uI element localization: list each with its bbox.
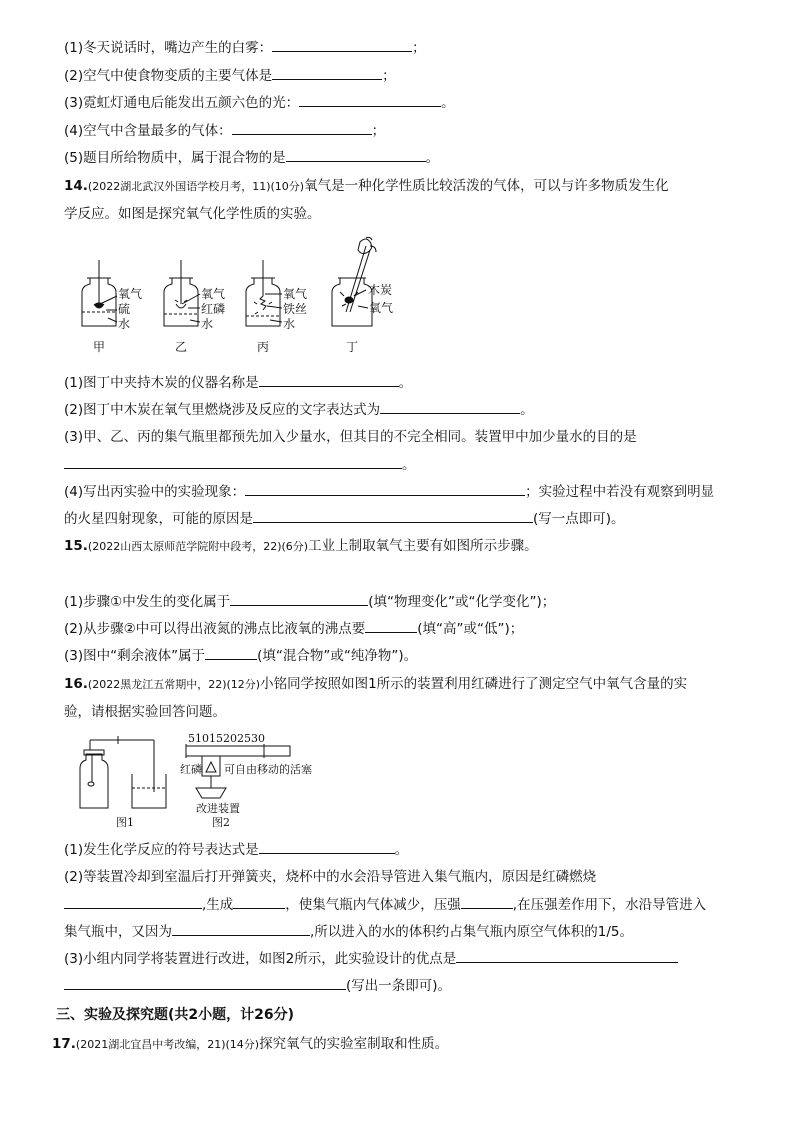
punctuation: 。	[394, 842, 409, 858]
question-source: (2022湖北武汉外国语学校月考，11)(10分)	[87, 180, 305, 193]
q15-stem	[64, 537, 538, 556]
punctuation: 。	[425, 150, 440, 166]
question-text: (写一点即可)。	[533, 511, 625, 527]
answer-blank[interactable]	[64, 455, 402, 469]
question-line	[64, 148, 439, 167]
question-line	[64, 509, 625, 528]
jar-jia	[82, 260, 117, 326]
question-text: (1)图丁中夹持木炭的仪器名称是	[64, 375, 259, 391]
question-line	[64, 121, 385, 140]
question-number: 15.	[64, 538, 88, 554]
question-text: (4)空气中含量最多的气体：	[64, 123, 232, 139]
caption-yi: 乙	[175, 340, 188, 354]
question-text: (5)题目所给物质中，属于混合物的是	[64, 150, 286, 166]
question-text: ,所以进入的水的体积约占集气瓶内原空气体积的1/5。	[310, 924, 634, 940]
answer-blank[interactable]	[233, 895, 285, 909]
answer-blank[interactable]	[272, 66, 382, 80]
question-number: 16.	[64, 676, 88, 692]
label-improved-device: 改进装置	[196, 802, 240, 815]
question-line	[64, 922, 633, 941]
question-line	[64, 482, 714, 501]
question-line	[64, 38, 426, 57]
answer-blank[interactable]	[64, 976, 346, 990]
punctuation: 。	[520, 402, 534, 418]
q14-stem-cont	[64, 205, 321, 223]
question-text: (填“混合物”或“纯净物”)。	[257, 648, 418, 664]
question-text: ，使集气瓶内气体减少，压强	[285, 897, 461, 913]
label-water: 水	[283, 317, 296, 331]
question-line	[64, 619, 523, 638]
question-text: 探究氧气的实验室制取和性质。	[259, 1036, 449, 1052]
question-text: (1)步骤①中发生的变化属于	[64, 594, 231, 610]
q14-stem	[64, 177, 669, 196]
label-oxygen: 氧气	[283, 287, 308, 301]
caption-fig2: 图2	[212, 816, 230, 829]
punctuation: ；	[382, 68, 396, 84]
scale-numbers: 51015202530	[188, 732, 265, 745]
label-oxygen: 氧气	[118, 287, 143, 301]
question-source: (2022黑龙江五常期中，22)(12分)	[87, 678, 261, 691]
section-heading: 三、实验及探究题(共2小题，计26分)	[56, 1007, 295, 1023]
q16-red-phosphorus-figure	[70, 732, 312, 834]
label-sulfur: 硫	[118, 302, 131, 316]
question-line	[64, 976, 451, 995]
answer-blank[interactable]	[286, 148, 426, 162]
fig1-apparatus	[80, 736, 166, 808]
question-text: (2)等装置冷却到室温后打开弹簧夹，烧杯中的水会沿导管进入集气瓶内，原因是红磷燃烧	[64, 869, 597, 885]
punctuation: 。	[402, 457, 416, 473]
question-text: ；实验过程中若没有观察到明显	[525, 484, 715, 500]
answer-blank[interactable]	[365, 619, 417, 633]
question-text: (3)霓虹灯通电后能发出五颜六色的光：	[64, 95, 300, 111]
question-text: (2)图丁中木炭在氧气里燃烧涉及反应的文字表达式为	[64, 402, 381, 418]
question-text: 氧气是一种化学性质比较活泼的气体，可以与许多物质发生化	[304, 178, 669, 194]
answer-blank[interactable]	[64, 895, 202, 909]
punctuation: 。	[398, 375, 413, 391]
answer-blank[interactable]	[461, 895, 513, 909]
question-text: (3)小组内同学将装置进行改进，如图2所示，此实验设计的优点是	[64, 951, 457, 967]
question-text: 工业上制取氧气主要有如图所示步骤。	[308, 538, 538, 554]
question-text: (填“高”或“低”)；	[417, 621, 524, 637]
label-water: 水	[118, 317, 131, 331]
question-text: (2)从步骤②中可以得出液氮的沸点比液氧的沸点要	[64, 621, 366, 637]
question-text: (填“物理变化”或“化学变化”)；	[368, 594, 556, 610]
q14-oxygen-experiments-figure	[70, 232, 410, 360]
question-number: 14.	[64, 178, 88, 194]
answer-blank[interactable]	[245, 482, 525, 496]
question-number: 17.	[52, 1036, 76, 1052]
label-red-phosphorus: 红磷	[180, 763, 202, 776]
answer-blank[interactable]	[205, 646, 257, 660]
question-line	[64, 949, 678, 968]
label-iron-wire: 铁丝	[283, 302, 308, 316]
q16-stem-cont	[64, 703, 226, 721]
answer-blank[interactable]	[230, 592, 368, 606]
punctuation: 。	[441, 95, 455, 111]
caption-fig1: 图1	[116, 816, 134, 829]
question-text: (3)图中“剩余液体”属于	[64, 648, 206, 664]
question-line	[64, 455, 416, 474]
question-text: 学反应。如图是探究氧气化学性质的实验。	[64, 206, 321, 222]
question-line	[64, 373, 412, 392]
answer-blank[interactable]	[253, 509, 533, 523]
jar-yi	[164, 260, 200, 326]
q16-stem	[64, 675, 687, 694]
answer-blank[interactable]	[172, 922, 310, 936]
question-line	[64, 646, 417, 665]
question-line	[64, 66, 396, 85]
question-text: (3)甲、乙、丙的集气瓶里都预先加入少量水，但其目的不完全相同。装置甲中加少量水的目的是	[64, 429, 637, 445]
answer-blank[interactable]	[232, 121, 372, 135]
question-text: 的火星四射现象，可能的原因是	[64, 511, 253, 527]
question-line	[64, 93, 455, 112]
question-line	[64, 895, 706, 914]
caption-jia: 甲	[93, 340, 106, 354]
answer-blank[interactable]	[272, 38, 412, 52]
q17-stem	[52, 1035, 448, 1054]
answer-blank[interactable]	[259, 373, 399, 387]
caption-ding: 丁	[346, 340, 359, 354]
punctuation: ；	[371, 123, 386, 139]
question-text: 验，请根据实验回答问题。	[64, 704, 226, 720]
label-movable-piston: 可自由移动的活塞	[224, 763, 312, 776]
question-line	[64, 592, 555, 611]
label-oxygen: 氧气	[201, 287, 226, 301]
question-text: (1)发生化学反应的符号表达式是	[64, 842, 259, 858]
jar-bing	[246, 260, 282, 326]
answer-blank[interactable]	[380, 400, 520, 414]
answer-blank[interactable]	[299, 93, 441, 107]
question-source: (2022山西太原师范学院附中段考，22)(6分)	[87, 540, 309, 553]
question-line	[64, 428, 637, 446]
answer-blank[interactable]	[456, 949, 678, 963]
label-water: 水	[201, 317, 214, 331]
question-line	[64, 868, 596, 886]
question-text: (1)冬天说话时，嘴边产生的白雾：	[64, 40, 273, 56]
question-line	[64, 840, 408, 859]
label-red-phosphorus: 红磷	[201, 302, 226, 316]
label-charcoal: 木炭	[368, 283, 393, 297]
question-text: (2)空气中使食物变质的主要气体是	[64, 68, 273, 84]
question-line	[64, 400, 534, 419]
question-text: 小铭同学按照如图1所示的装置利用红磷进行了测定空气中氧气含量的实	[260, 676, 688, 692]
question-text: 集气瓶中，又因为	[64, 924, 172, 940]
question-text: (写出一条即可)。	[346, 978, 452, 994]
question-text: ,在压强差作用下，水沿导管进入	[512, 897, 707, 913]
question-text: (4)写出丙实验中的实验现象：	[64, 484, 246, 500]
caption-bing: 丙	[257, 340, 270, 354]
answer-blank[interactable]	[259, 840, 395, 854]
question-text: ,生成	[202, 897, 234, 913]
punctuation: ；	[412, 40, 426, 56]
question-source: (2021湖北宜昌中考改编，21)(14分)	[75, 1038, 260, 1051]
label-oxygen: 氧气	[369, 301, 394, 315]
